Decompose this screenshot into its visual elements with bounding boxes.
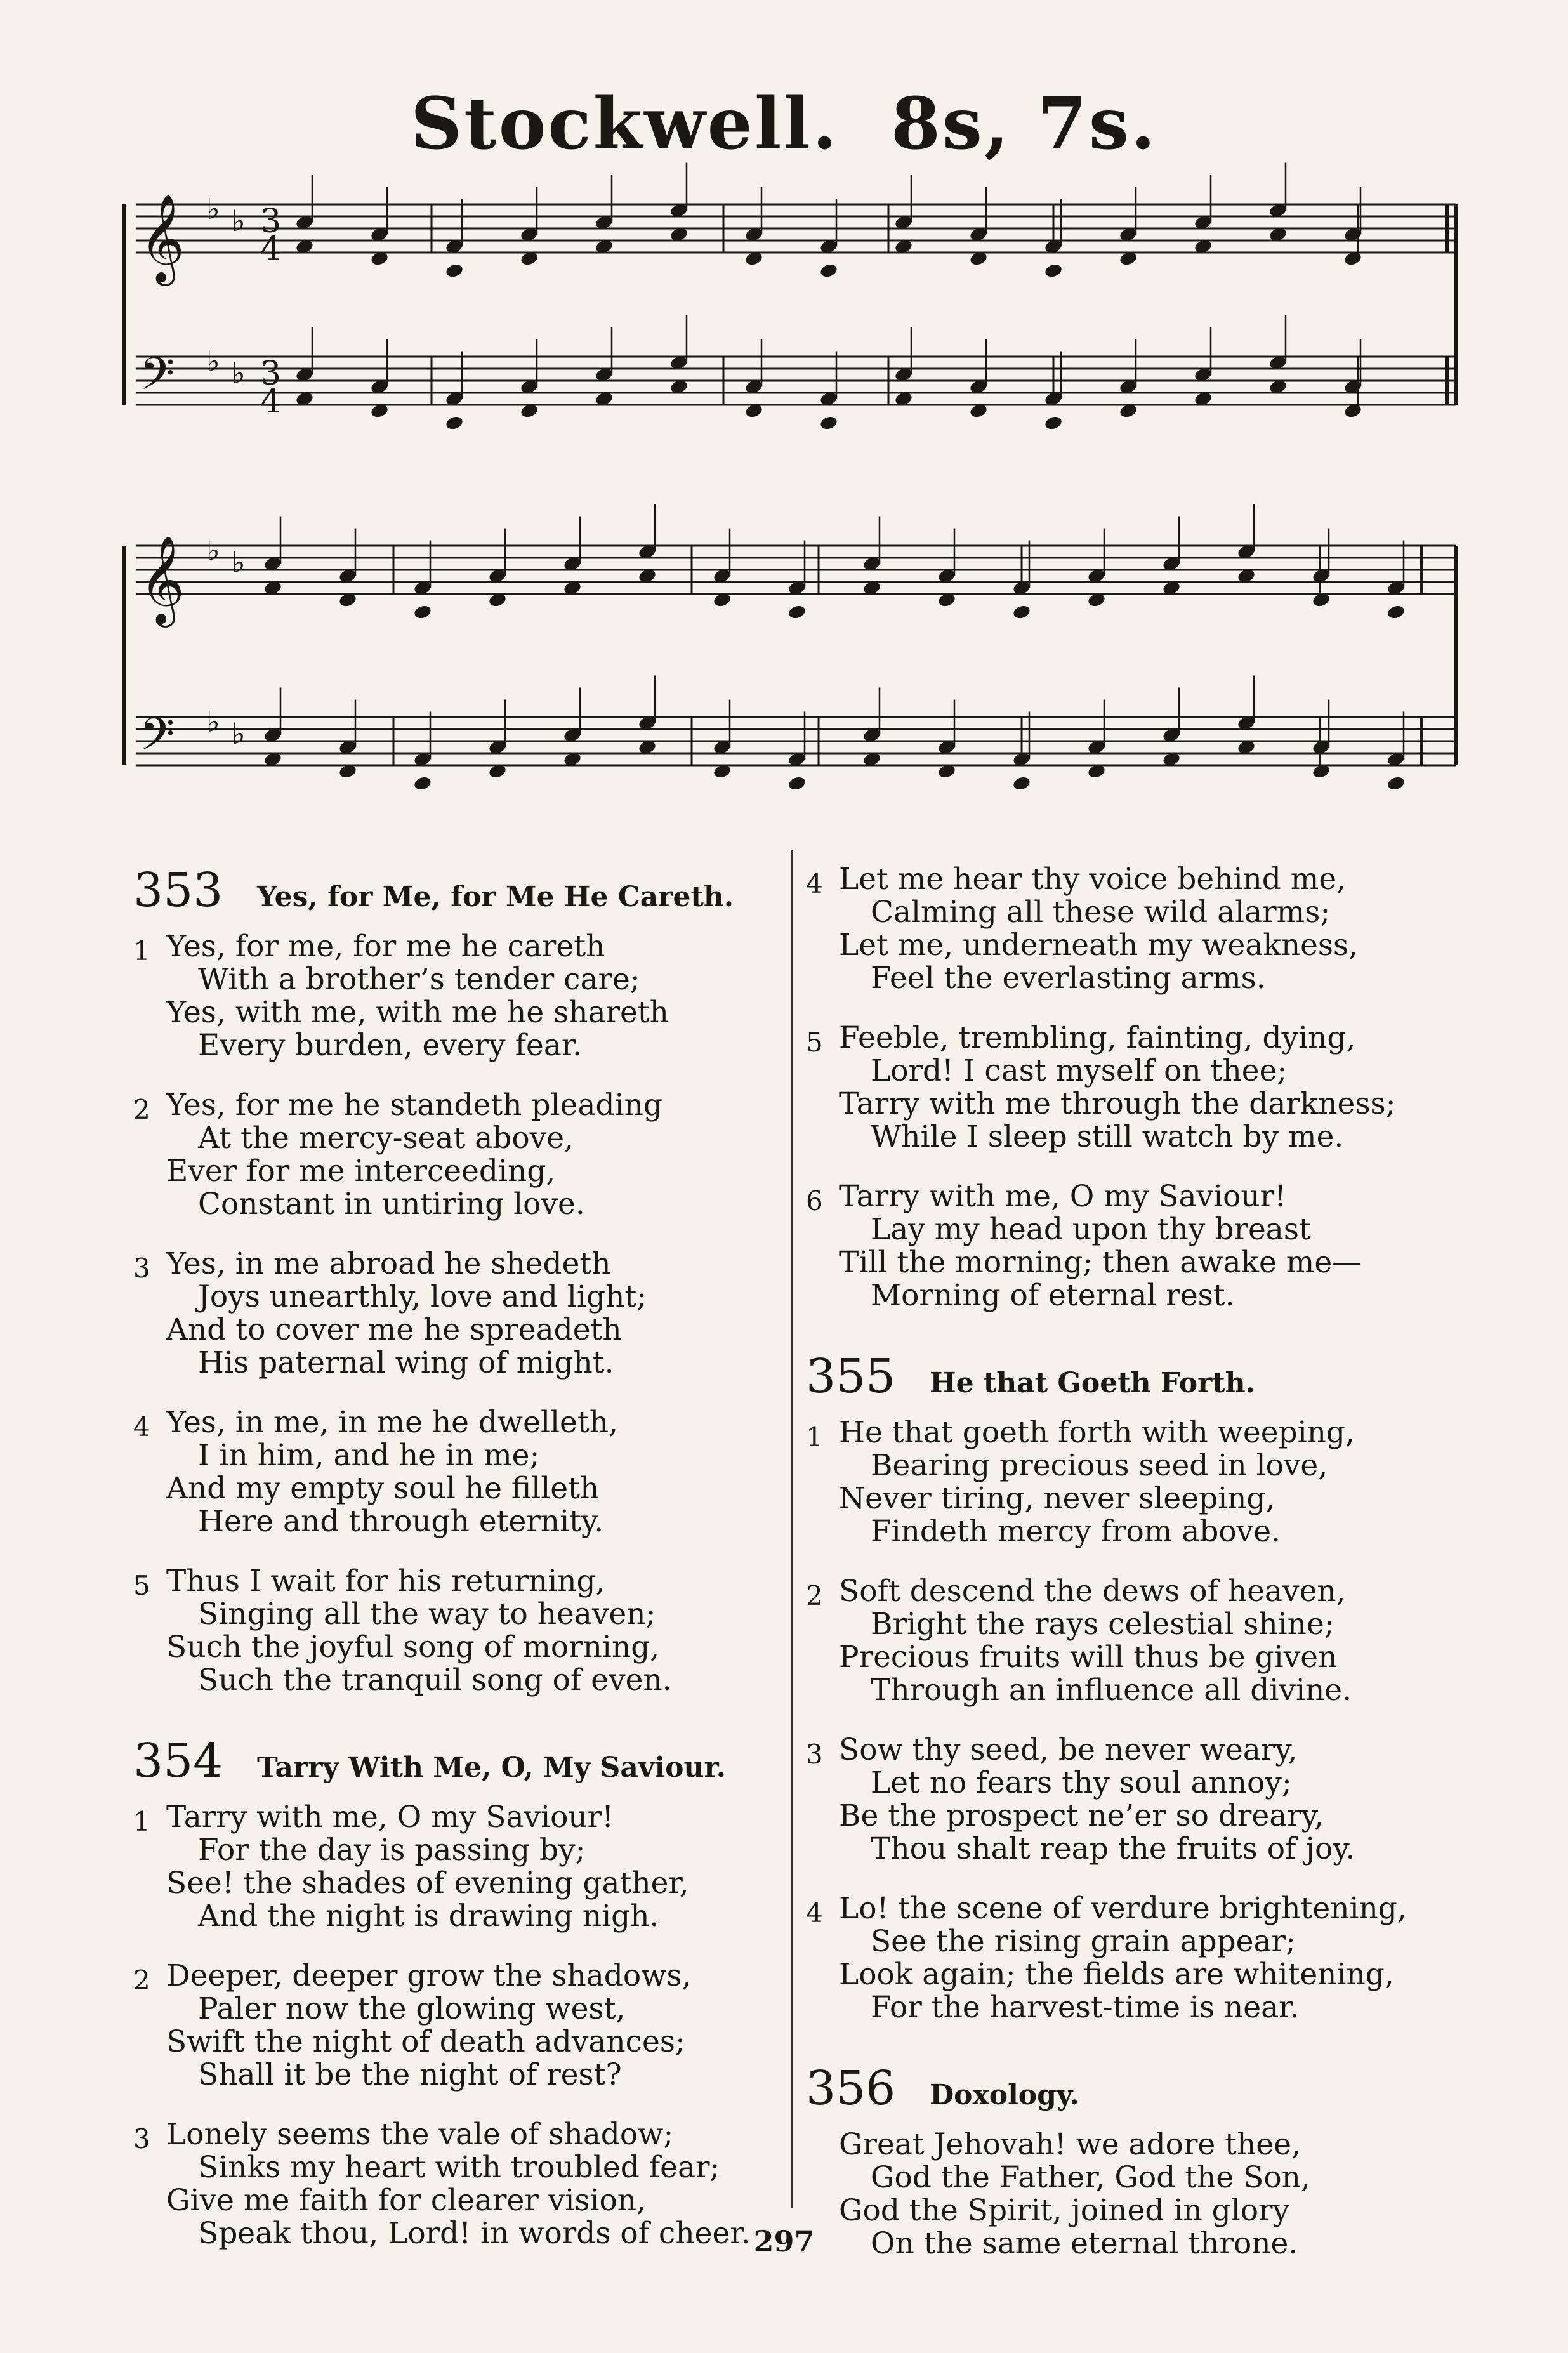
verse-line: Be the prospect ne’er so dreary,: [839, 1798, 1324, 1833]
stanza-lines: [166, 1960, 774, 2092]
verse-line: See the rising grain appear;: [871, 1924, 1296, 1959]
verse-line: Thou shalt reap the fruits of joy.: [871, 1831, 1355, 1866]
hymn-number: 353: [133, 863, 223, 918]
time-signature: 3: [260, 202, 282, 241]
flat-sign: ♭: [232, 544, 246, 579]
note-head: [413, 775, 433, 792]
note-head: [1044, 415, 1064, 432]
stanza: [133, 1565, 774, 1697]
hymn-title: He that Goeth Forth.: [930, 1367, 1255, 1399]
verse-line: Thus I wait for his returning,: [166, 1564, 605, 1598]
verse-line: On the same eternal throne.: [871, 2226, 1298, 2261]
verse-line: Through an influence all divine.: [871, 1673, 1352, 1708]
note-head: [819, 415, 839, 432]
stanza: [806, 1892, 1491, 2024]
flat-sign: ♭: [232, 203, 246, 238]
verse-line: Singing all the way to heaven;: [198, 1597, 656, 1631]
note-head: [1044, 263, 1064, 279]
hymn-title: Doxology.: [930, 2079, 1079, 2111]
tune-name: Stockwell.: [411, 82, 839, 166]
verse-line: Never tiring, never sleeping,: [839, 1481, 1275, 1516]
flat-sign: ♭: [232, 716, 246, 751]
verse-line: Let no fears thy soul annoy;: [871, 1765, 1292, 1800]
stanza-number: 1: [133, 1806, 150, 1837]
hymn-number: 355: [806, 1349, 896, 1404]
verse-line: He that goeth forth with weeping,: [839, 1415, 1355, 1450]
stanza-lines: [839, 1416, 1491, 1548]
stanza-number: 4: [133, 1411, 150, 1442]
stanza-lines: [166, 1565, 774, 1697]
verse-line: While I sleep still watch by me.: [871, 1119, 1344, 1154]
verse-line: Sow thy seed, be never weary,: [839, 1732, 1298, 1767]
stanza-lines: [839, 1022, 1491, 1154]
stanza-lines: [166, 1406, 774, 1538]
note-head: [787, 604, 807, 621]
stanza-number: 3: [133, 1253, 150, 1284]
stanza-lines: [839, 863, 1491, 995]
stanza-lines: [839, 1575, 1491, 1707]
verse-line: And my empty soul he filleth: [166, 1471, 600, 1506]
hymn-heading: [806, 1349, 1491, 1404]
note-head: [1387, 604, 1406, 621]
verse-line: Yes, for me he standeth pleading: [166, 1088, 662, 1123]
verse-line: Calming all these wild alarms;: [871, 895, 1331, 930]
tune-meter: 8s, 7s.: [890, 82, 1157, 166]
stanza-lines: [839, 1892, 1491, 2024]
flat-sign: ♭: [206, 704, 220, 739]
time-signature: 3: [260, 355, 282, 393]
verse-line: Sinks my heart with troubled fear;: [198, 2150, 720, 2185]
stanza: [806, 863, 1491, 995]
verse-line: Constant in untiring love.: [198, 1187, 585, 1222]
verse-line: See! the shades of evening gather,: [166, 1866, 689, 1901]
verse-line: Yes, in me, in me he dwelleth,: [166, 1405, 618, 1440]
verse-line: Soft descend the dews of heaven,: [839, 1574, 1346, 1609]
stanza: [806, 1575, 1491, 1707]
stanza: [133, 1406, 774, 1538]
verse-line: God the Father, God the Son,: [871, 2160, 1310, 2195]
stanza-number: 1: [806, 1421, 823, 1453]
stanza-number: 5: [806, 1027, 823, 1058]
verse-line: Feeble, trembling, fainting, dying,: [839, 1020, 1356, 1055]
verse-line: Look again; the fields are whitening,: [839, 1957, 1394, 1992]
music-score: [0, 0, 1568, 838]
verse-line: Morning of eternal rest.: [871, 1278, 1235, 1313]
stanza-number: 3: [133, 2123, 150, 2154]
stanza-number: 1: [133, 935, 150, 966]
verse-line: Ever for me interceeding,: [166, 1154, 556, 1189]
verse-line: His paternal wing of might.: [198, 1345, 614, 1380]
verse-line: Feel the everlasting arms.: [871, 961, 1266, 996]
verse-line: Lo! the scene of verdure brightening,: [839, 1891, 1407, 1926]
hymn-heading: [133, 1734, 774, 1788]
verse-line: Here and through eternity.: [198, 1504, 604, 1539]
hymn-353: [133, 863, 774, 1697]
verse-line: At the mercy-seat above,: [198, 1121, 574, 1156]
verse-line: For the harvest-time is near.: [871, 1990, 1300, 2025]
hymn-354: [133, 1734, 774, 2250]
bass-clef: 𝄢: [140, 708, 175, 772]
column-divider: [791, 850, 793, 2208]
verse-line: For the day is passing by;: [198, 1833, 586, 1868]
note-head: [787, 775, 807, 792]
verse-line: Paler now the glowing west,: [198, 1991, 626, 2026]
bass-clef: 𝄢: [140, 348, 175, 411]
hymn-355: [806, 1349, 1491, 2024]
verse-line: Such the joyful song of morning,: [166, 1630, 660, 1664]
hymn-title: Tarry With Me, O, My Saviour.: [257, 1751, 726, 1784]
stanza-lines: [839, 1734, 1491, 1866]
score-notes: [263, 163, 1406, 792]
verse-line: Joys unearthly, love and light;: [198, 1279, 647, 1314]
stanza-number: 4: [806, 1897, 823, 1928]
verse-line: Bearing precious seed in love,: [871, 1448, 1328, 1483]
stanza-lines: [839, 1180, 1491, 1312]
verse-line: Yes, for me, for me he careth: [166, 929, 605, 964]
verse-line: Let me hear thy voice behind me,: [839, 862, 1347, 897]
verse-line: Shall it be the night of rest?: [198, 2057, 622, 2092]
stanza-number: 6: [806, 1185, 823, 1216]
verse-line: Let me, underneath my weakness,: [839, 928, 1359, 963]
flat-sign: ♭: [206, 343, 220, 378]
verse-line: Precious fruits will thus be given: [839, 1640, 1338, 1675]
left-column: [133, 863, 774, 2287]
note-head: [1012, 604, 1032, 621]
flat-sign: ♭: [206, 191, 220, 226]
note-head: [1012, 775, 1032, 792]
verse-line: Great Jehovah! we adore thee,: [839, 2127, 1301, 2162]
verse-line: Swift the night of death advances;: [166, 2024, 685, 2059]
verse-line: Findeth mercy from above.: [871, 1514, 1281, 1549]
verse-line: Yes, with me, with me he shareth: [166, 995, 669, 1030]
verse-line: Yes, in me abroad he shedeth: [166, 1246, 611, 1281]
stanza: [806, 1734, 1491, 1866]
verse-line: And to cover me he spreadeth: [166, 1312, 622, 1347]
note-head: [413, 604, 433, 621]
hymn-title: Yes, for Me, for Me He Careth.: [257, 881, 734, 913]
stanza-number: 4: [806, 868, 823, 899]
flat-sign: ♭: [206, 532, 220, 567]
stanza-number: 2: [806, 1580, 823, 1611]
hymn-number: 354: [133, 1734, 223, 1788]
stanza-lines: [166, 1089, 774, 1221]
stanza: [133, 930, 774, 1062]
note-head: [445, 415, 464, 432]
verse-line: I in him, and he in me;: [198, 1438, 540, 1473]
verse-line: Deeper, deeper grow the shadows,: [166, 1958, 692, 1993]
hymn-354-continued: [806, 863, 1491, 1312]
verse-line: And the night is drawing nigh.: [198, 1899, 659, 1934]
note-head: [819, 263, 839, 279]
verse-line: God the Spirit, joined in glory: [839, 2193, 1290, 2228]
page-number: 297: [753, 2224, 815, 2258]
stanza-lines: [166, 930, 774, 1062]
verse-line: Lay my head upon thy breast: [871, 1212, 1311, 1247]
treble-clef: 𝄞: [140, 194, 185, 282]
stanza-number: 2: [133, 1094, 150, 1125]
stanza: [133, 1089, 774, 1221]
stanza-number: 3: [806, 1739, 823, 1770]
stanza: [133, 1960, 774, 2092]
flat-sign: ♭: [232, 355, 246, 390]
stanza: [133, 1801, 774, 1933]
score-staves: [124, 192, 1456, 772]
right-column: [806, 863, 1491, 2297]
note-head: [1387, 775, 1406, 792]
stanza-lines: [166, 1801, 774, 1933]
hymn-heading: [806, 2061, 1491, 2116]
verse-line: Tarry with me through the darkness;: [839, 1086, 1396, 1121]
stanza: [806, 1180, 1491, 1312]
hymn-heading: [133, 863, 774, 918]
verse-line: Such the tranquil song of even.: [198, 1663, 672, 1697]
verse-line: Lord! I cast myself on thee;: [871, 1053, 1288, 1088]
stanza: [806, 1416, 1491, 1548]
stanza: [806, 1022, 1491, 1154]
verse-line: Lonely seems the vale of shadow;: [166, 2117, 674, 2152]
stanza-lines: [166, 1248, 774, 1380]
verse-line: Till the morning; then awake me—: [839, 1245, 1362, 1280]
verse-line: Bright the rays celestial shine;: [871, 1607, 1334, 1642]
verse-line: Every burden, every fear.: [198, 1028, 583, 1063]
verse-line: With a brother’s tender care;: [198, 962, 640, 997]
stanza: [133, 1248, 774, 1380]
verse-line: Give me faith for clearer vision,: [166, 2183, 646, 2218]
time-signature: 4: [260, 230, 282, 268]
verse-line: Tarry with me, O my Saviour!: [166, 1800, 614, 1835]
note-head: [445, 263, 464, 279]
treble-clef: 𝄞: [140, 536, 185, 624]
verse-line: Tarry with me, O my Saviour!: [839, 1179, 1287, 1214]
hymn-number: 356: [806, 2061, 896, 2116]
verse-line: Speak thou, Lord! in words of cheer.: [198, 2216, 751, 2251]
stanza-number: 2: [133, 1965, 150, 1996]
stanza-number: 5: [133, 1570, 150, 1601]
time-signature: 4: [260, 383, 282, 421]
